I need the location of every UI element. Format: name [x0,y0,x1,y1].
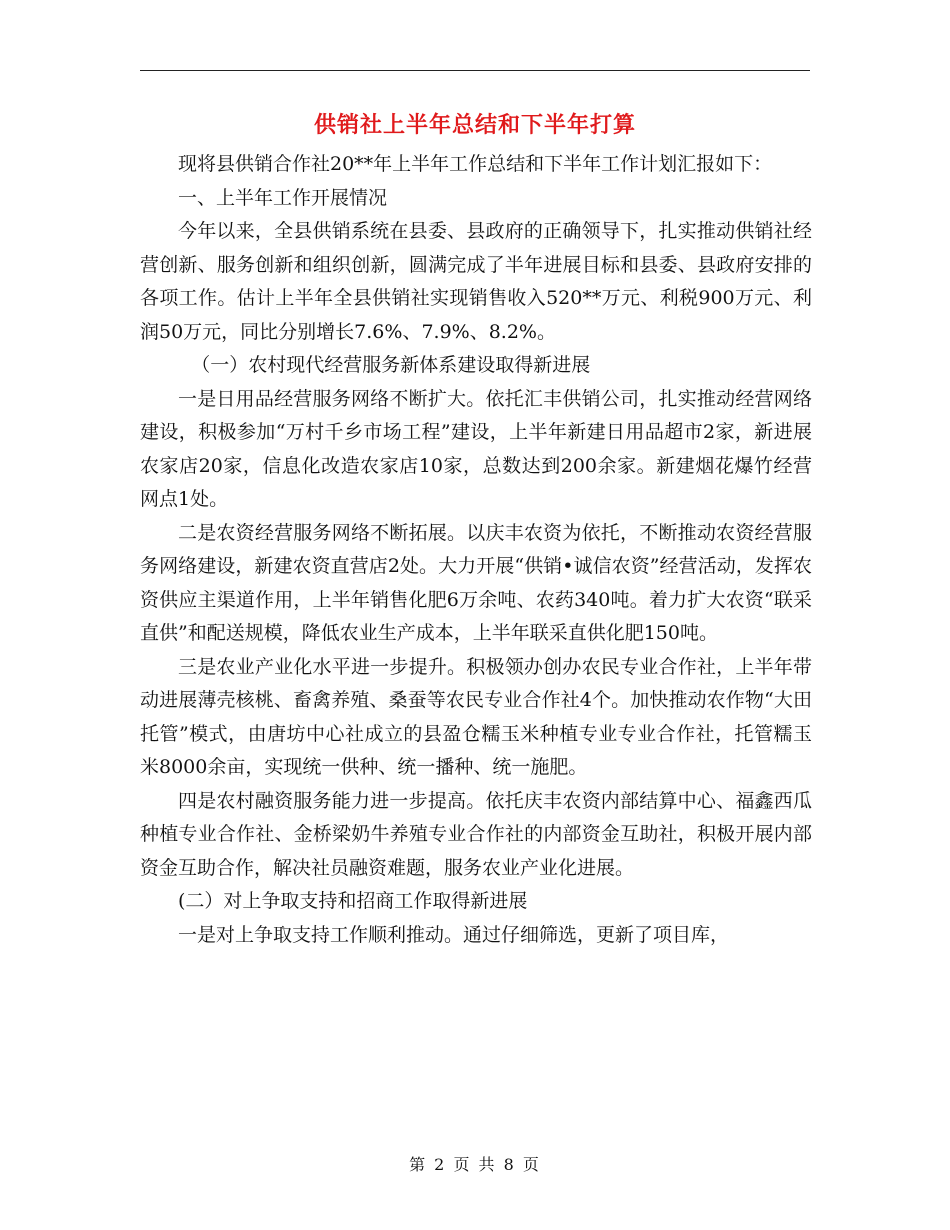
page-footer: 第 2 页 共 8 页 [409,1155,541,1174]
document-title: 供销社上半年总结和下半年打算 [313,113,636,138]
paragraph-item-1: 一是日用品经营服务网络不断扩大。依托汇丰供销公司，扎实推动经营网络建设，积极参加“万村千乡市场工程”建设，上半年新建日用品超市2家，新进展农家店20家，信息化改造农家店10家，总数达到200余家。新建烟花爆竹经营网点1处。 [140,387,812,510]
header-rule [140,70,810,71]
heading-subsection-2: (二）对上争取支持和招商工作取得新进展 [178,890,528,912]
paragraph-item-2: 二是农资经营服务网络不断拓展。以庆丰农资为依托，不断推动农资经营服务网络建设，新建农资直营店2处。大力开展“供销•诚信农资”经营活动，发挥农资供应主渠道作用，上半年销售化肥6万余吨、农药340吨。着力扩大农资“联采直供”和配送规模，降低农业生产成本，上半年联采直供化肥150吨。 [140,521,812,644]
paragraph-item-5: 一是对上争取支持工作顺利推动。通过仔细筛选，更新了项目库， [178,923,730,946]
heading-subsection-1: （一）农村现代经营服务新体系建设取得新进展 [191,354,591,376]
paragraph-item-3: 三是农业产业化水平进一步提升。积极领办创办农民专业合作社，上半年带动进展薄壳核桃、畜禽养殖、桑蚕等农民专业合作社4个。加快推动农作物“大田托管”模式，由唐坊中心社成立的县盈仓糯玉米种植专业专业合作社，托管糯玉米8000余亩，实现统一供种、统一播种、统一施肥。 [140,655,812,778]
document-body [140,148,812,952]
paragraph-intro: 现将县供销合作社20**年上半年工作总结和下半年工作计划汇报如下： [178,153,773,175]
paragraph-overview: 今年以来，全县供销系统在县委、县政府的正确领导下，扎实推动供销社经营创新、服务创新和组织创新，圆满完成了半年进展目标和县委、县政府安排的各项工作。估计上半年全县供销社实现销售收入520**万元、利税900万元、利润50万元，同比分别增长7.6%、7.9%、8.2%。 [140,220,812,343]
paragraph-item-4: 四是农村融资服务能力进一步提高。依托庆丰农资内部结算中心、福鑫西瓜种植专业合作社、金桥梁奶牛养殖专业合作社的内部资金互助社，积极开展内部资金互助合作，解决社员融资难题，服务农业产业化进展。 [140,789,812,879]
heading-section-1: 一、上半年工作开展情况 [178,186,388,209]
